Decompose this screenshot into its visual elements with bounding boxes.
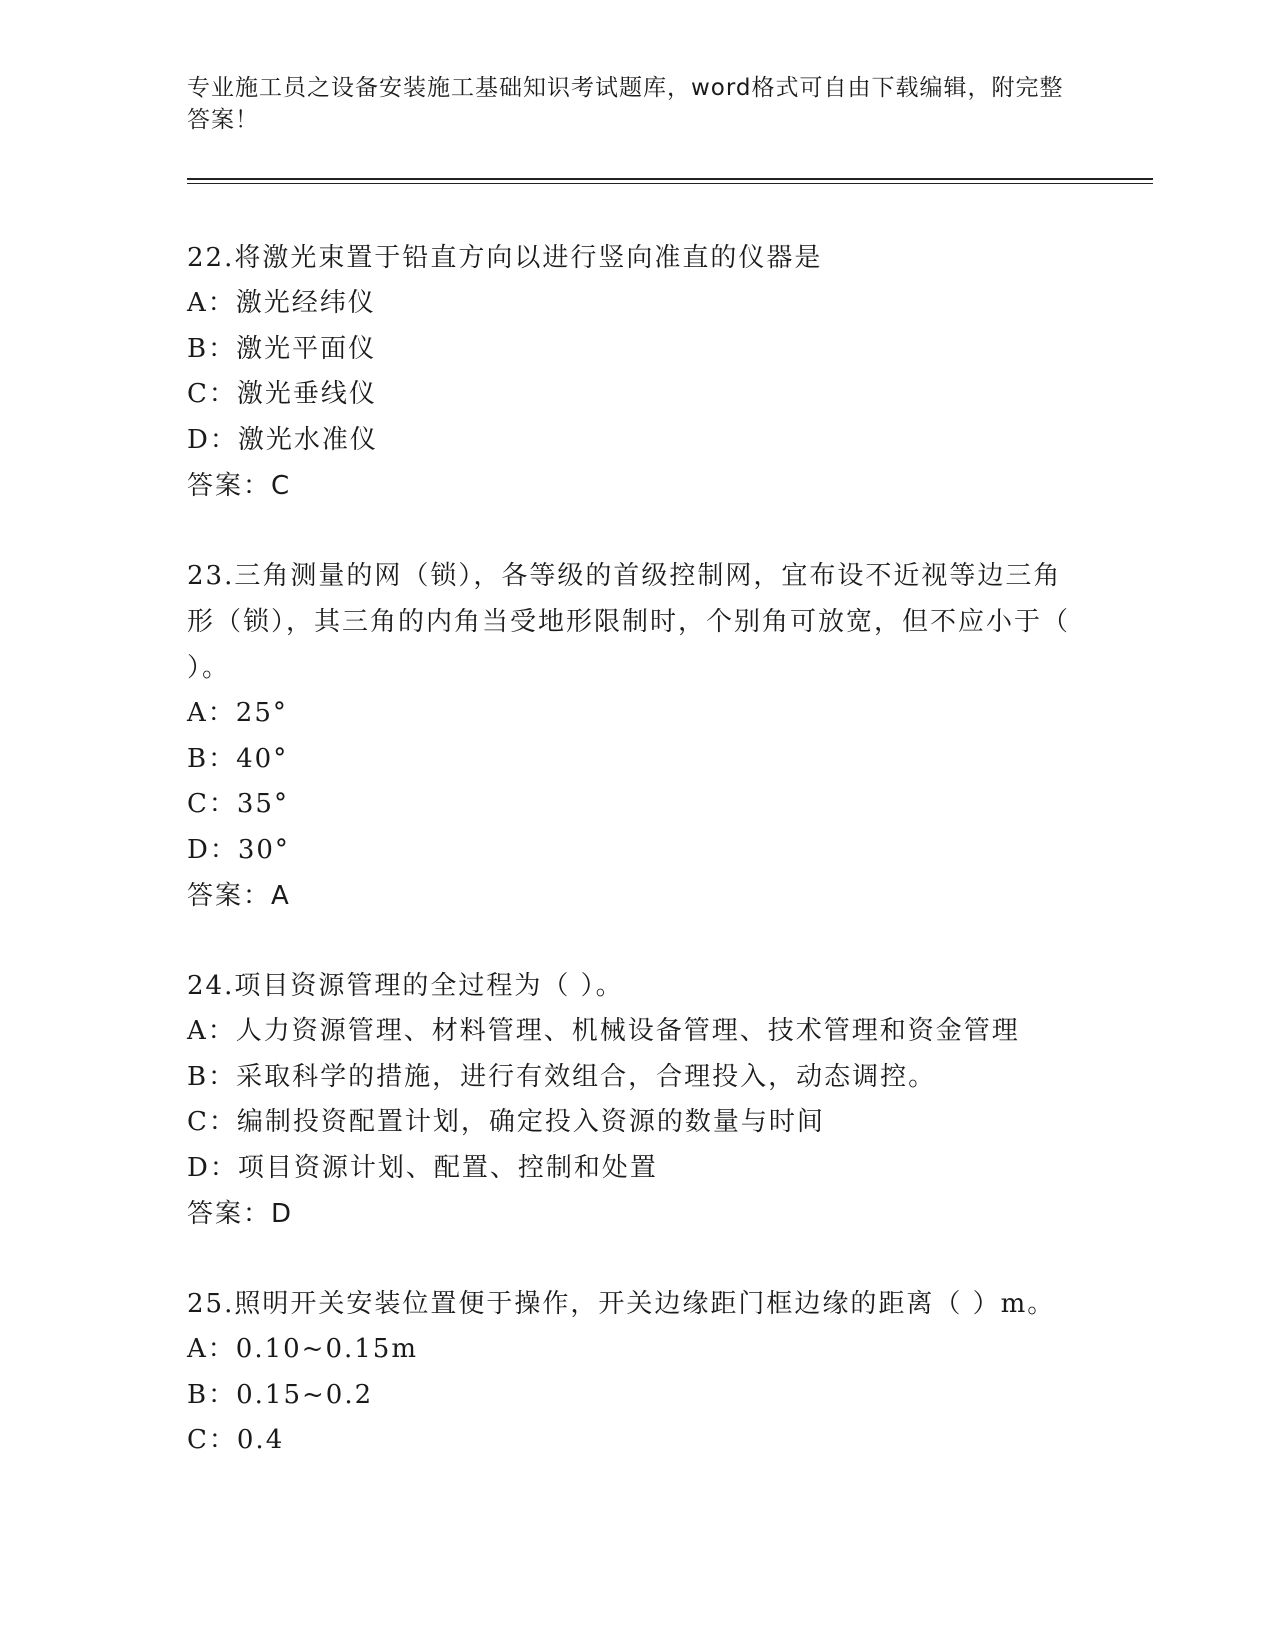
header-divider — [187, 178, 1153, 184]
option-d: D：激光水准仪 — [187, 424, 378, 455]
option-b: B：0.15~0.2 — [187, 1379, 374, 1410]
question-stem: 25.照明开关安装位置便于操作，开关边缘距门框边缘的距离（ ）m。 — [187, 1289, 1056, 1319]
question-stem: 23.三角测量的网（锁），各等级的首级控制网，宜布设不近视等边三角形（锁），其三角的内角当受地形限制时，个别角可放宽，但不应小于（ ）。 — [187, 561, 1071, 683]
question-stem: 22.将激光束置于铅直方向以进行竖向准直的仪器是 — [187, 243, 823, 273]
option-b: B：40° — [187, 743, 289, 774]
option-a: A：人力资源管理、材料管理、机械设备管理、技术管理和资金管理 — [187, 1016, 1020, 1046]
option-d: D：项目资源计划、配置、控制和处置 — [187, 1152, 658, 1183]
option-c: C：35° — [187, 789, 289, 819]
question-list — [187, 235, 1087, 1508]
question-22 — [187, 235, 1087, 509]
answer-line: 答案：A — [187, 881, 291, 911]
option-b: B：采取科学的措施，进行有效组合，合理投入，动态调控。 — [187, 1061, 937, 1092]
option-d: D：30° — [187, 834, 290, 865]
document-header: 专业施工员之设备安装施工基础知识考试题库，word格式可自由下载编辑，附完整答案！ — [187, 75, 1064, 133]
option-a: A：0.10~0.15m — [187, 1334, 418, 1364]
question-25 — [187, 1281, 1087, 1464]
option-c: C：激光垂线仪 — [187, 379, 377, 409]
option-c: C：0.4 — [187, 1425, 285, 1455]
option-a: A：25° — [187, 698, 288, 728]
question-23 — [187, 553, 1087, 919]
question-stem: 24.项目资源管理的全过程为（ ）。 — [187, 971, 624, 1001]
question-24 — [187, 963, 1087, 1237]
option-a: A：激光经纬仪 — [187, 288, 376, 318]
answer-line: 答案：C — [187, 471, 292, 501]
answer-line: 答案：D — [187, 1199, 294, 1229]
option-b: B：激光平面仪 — [187, 333, 377, 364]
option-c: C：编制投资配置计划，确定投入资源的数量与时间 — [187, 1107, 825, 1137]
